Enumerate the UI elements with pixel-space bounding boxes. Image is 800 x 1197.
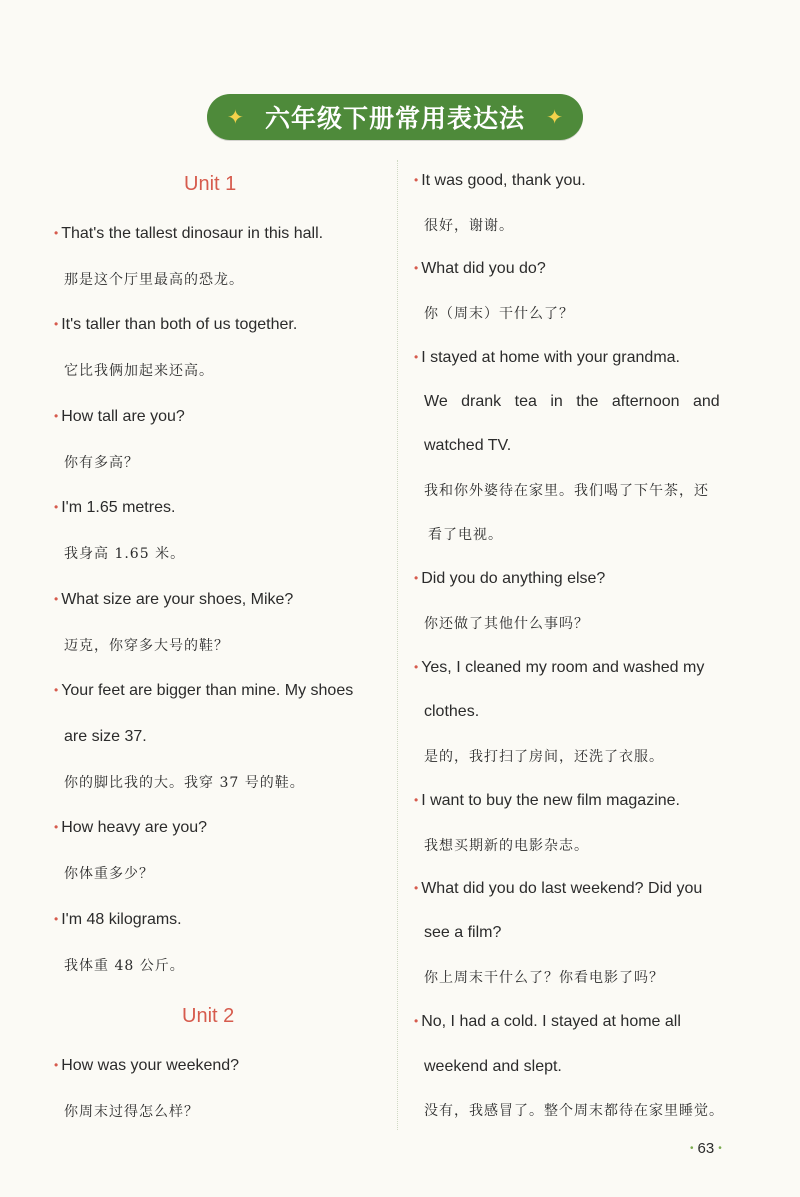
phrase-english-continued: weekend and slept. <box>424 1058 562 1075</box>
phrase-english: • I want to buy the new film magazine. <box>414 792 680 809</box>
bullet-icon: • <box>414 660 419 674</box>
bullet-icon: • <box>54 592 59 606</box>
phrase-chinese: 迈克，你穿多大号的鞋？ <box>64 638 229 654</box>
phrase-english: • How heavy are you? <box>54 819 208 836</box>
phrase-chinese: 我和你外婆待在家里。我们喝了下午茶，还 <box>424 483 709 499</box>
phrase-english: • What did you do last weekend? Did you <box>414 880 703 897</box>
bullet-icon: • <box>54 500 59 514</box>
phrase-chinese: 是的，我打扫了房间，还洗了衣服。 <box>424 749 664 765</box>
bullet-icon: • <box>414 793 419 807</box>
column-divider <box>397 160 398 1130</box>
page-title: 六年级下册常用表达法 <box>264 104 525 133</box>
phrase-english: • I stayed at home with your grandma. <box>414 349 680 366</box>
phrase-english: • Did you do anything else? <box>414 570 606 587</box>
bullet-icon: • <box>414 571 419 585</box>
bullet-icon: • <box>414 881 419 895</box>
star-icon: ✦ <box>546 105 563 129</box>
bullet-icon: • <box>54 820 59 834</box>
phrase-chinese: 很好，谢谢。 <box>424 218 514 234</box>
phrase-english: • Yes, I cleaned my room and washed my <box>414 659 705 676</box>
bullet-icon: • <box>414 350 419 364</box>
phrase-english: • I'm 1.65 metres. <box>54 499 176 516</box>
phrase-chinese: 你体重多少？ <box>64 866 154 882</box>
phrase-english: • How tall are you? <box>54 408 185 425</box>
phrase-chinese: 你（周末）干什么了？ <box>424 306 574 322</box>
phrase-chinese: 你有多高？ <box>64 455 139 471</box>
dot-icon: • <box>690 1143 694 1154</box>
page-number: • 63 • <box>690 1140 722 1157</box>
phrase-english: • What did you do? <box>414 260 546 277</box>
bullet-icon: • <box>54 1058 59 1072</box>
phrase-chinese: 你周末过得怎么样？ <box>64 1104 199 1120</box>
star-icon: ✦ <box>227 105 244 129</box>
phrase-chinese: 我身高 1.65 米。 <box>64 546 186 562</box>
bullet-icon: • <box>54 912 59 926</box>
bullet-icon: • <box>54 317 59 331</box>
phrase-english-continued: see a film? <box>424 924 502 941</box>
bullet-icon: • <box>54 683 59 697</box>
phrase-chinese: 我体重 48 公斤。 <box>64 958 185 974</box>
phrase-chinese: 你还做了其他什么事吗？ <box>424 616 589 632</box>
phrase-english: • It was good, thank you. <box>414 172 586 189</box>
phrase-english: • That's the tallest dinosaur in this hall. <box>54 225 324 242</box>
dot-icon: • <box>718 1143 722 1154</box>
phrase-chinese: 没有，我感冒了。整个周末都待在家里睡觉。 <box>424 1103 724 1119</box>
phrase-english: • Your feet are bigger than mine. My shoes <box>54 682 354 699</box>
unit-1-heading: Unit 1 <box>184 173 237 195</box>
phrase-english: • How was your weekend? <box>54 1057 240 1074</box>
phrase-chinese: 你的脚比我的大。我穿 37 号的鞋。 <box>64 775 305 791</box>
phrase-chinese: 我想买期新的电影杂志。 <box>424 838 589 854</box>
phrase-english: • It's taller than both of us together. <box>54 316 298 333</box>
title-banner <box>207 94 583 140</box>
phrase-english-continued: are size 37. <box>64 728 147 745</box>
phrase-chinese: 你上周末干什么了？你看电影了吗？ <box>424 970 664 986</box>
phrase-chinese: 那是这个厅里最高的恐龙。 <box>64 272 244 288</box>
phrase-english: • I'm 48 kilograms. <box>54 911 182 928</box>
phrase-english: • No, I had a cold. I stayed at home all <box>414 1013 681 1030</box>
bullet-icon: • <box>414 173 419 187</box>
phrase-english-continued: We drank tea in the afternoon and <box>424 393 720 410</box>
phrase-english: • What size are your shoes, Mike? <box>54 591 294 608</box>
unit-2-heading: Unit 2 <box>182 1005 235 1027</box>
bullet-icon: • <box>414 261 419 275</box>
phrase-chinese: 它比我俩加起来还高。 <box>64 363 214 379</box>
phrase-english-continued: watched TV. <box>424 437 512 454</box>
bullet-icon: • <box>54 409 59 423</box>
phrase-chinese-continued: 看了电视。 <box>428 527 503 543</box>
bullet-icon: • <box>54 226 59 240</box>
phrase-english-continued: clothes. <box>424 703 480 720</box>
bullet-icon: • <box>414 1014 419 1028</box>
